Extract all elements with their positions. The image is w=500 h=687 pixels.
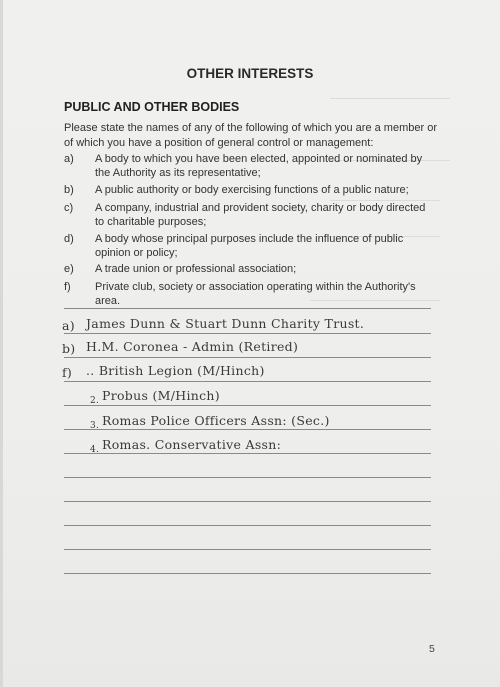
page-title: OTHER INTERESTS — [186, 66, 314, 81]
handwritten-entry — [64, 316, 424, 338]
handwritten-entry-text: Romas Police Officers Assn: (Sec.) — [102, 413, 330, 428]
list-item-text: A body to which you have been elected, appointed or nominated by the Authority as its representative; — [95, 153, 423, 179]
intro-text: Please state the names of any of the following of which you are a member or of which you have a position of general control or management: — [64, 122, 437, 149]
handwritten-entry — [64, 339, 424, 361]
list-item-label: c) — [64, 202, 74, 214]
handwritten-entry-tag: 4. — [90, 445, 100, 455]
handwritten-entry-text: James Dunn & Stuart Dunn Charity Trust. — [86, 316, 365, 331]
bleed-through-line — [330, 98, 450, 99]
handwritten-entry-text: Romas. Conservative Assn: — [102, 437, 282, 452]
list-item-text: A body whose principal purposes include the influence of public opinion or policy; — [95, 233, 404, 259]
handwritten-entry-tag: b) — [62, 341, 76, 356]
handwritten-entry-tag: a) — [62, 318, 75, 333]
scan-edge — [0, 0, 3, 687]
answer-line — [64, 501, 431, 502]
handwritten-entry-tag: 2. — [90, 396, 100, 406]
handwritten-entry — [64, 437, 424, 459]
answer-line — [64, 573, 431, 574]
list-item-label: a) — [64, 153, 74, 165]
section-heading: PUBLIC AND OTHER BODIES — [64, 100, 240, 114]
handwritten-entry — [64, 413, 424, 435]
handwritten-entry-text: .. British Legion (M/Hinch) — [86, 363, 265, 378]
handwritten-entry-tag: 3. — [90, 421, 100, 431]
handwritten-entry — [64, 363, 424, 385]
list-item-label: e) — [64, 263, 74, 275]
list-item-label: b) — [64, 184, 74, 196]
list-item-text: A public authority or body exercising functions of a public nature; — [95, 184, 409, 196]
list-item-text: A company, industrial and provident society, charity or body directed to charitable purposes; — [95, 202, 426, 228]
answer-line — [64, 477, 431, 478]
answer-line — [64, 549, 431, 550]
list-item-text: A trade union or professional association; — [95, 263, 297, 275]
answer-line — [64, 525, 431, 526]
handwritten-entry — [64, 388, 424, 410]
handwritten-entry-text: H.M. Coronea - Admin (Retired) — [86, 339, 299, 354]
list-item-label: d) — [64, 233, 74, 245]
list-item-text: Private club, society or association operating within the Authority's area. — [95, 281, 416, 307]
list-item-label: f) — [64, 281, 71, 293]
page-number: 5 — [429, 643, 435, 655]
handwritten-entry-tag: f) — [62, 365, 73, 380]
answer-line — [64, 308, 431, 309]
handwritten-entry-text: Probus (M/Hinch) — [102, 388, 220, 403]
